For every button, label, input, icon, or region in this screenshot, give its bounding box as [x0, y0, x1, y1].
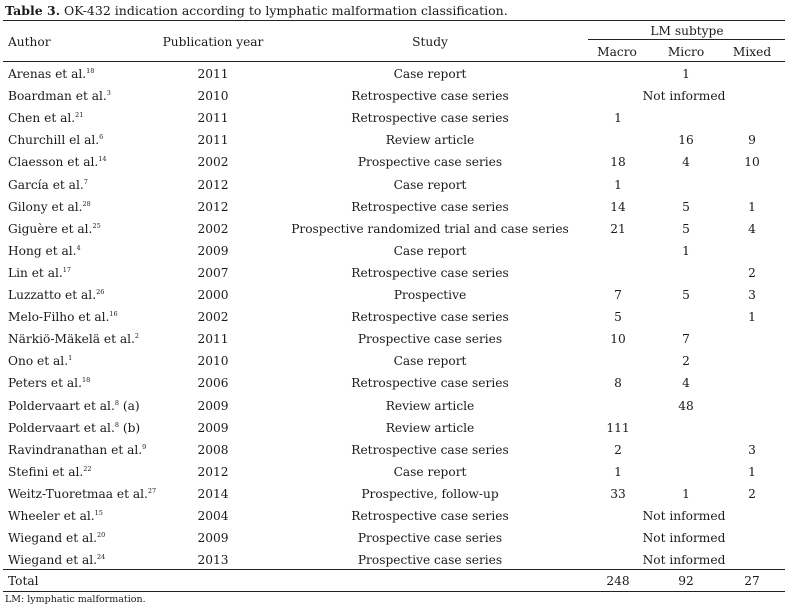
study-cell: Retrospective case series	[351, 376, 509, 391]
micro-cell: 1	[682, 486, 690, 501]
micro-cell: 16	[678, 133, 694, 148]
author-name: Närkiö-Mäkelä et al.	[8, 332, 135, 347]
year-cell: 2011	[197, 332, 229, 347]
author-name: Stefini et al.	[8, 464, 84, 479]
author-name: Hong et al.	[8, 243, 77, 258]
author-name: Peters et al.	[8, 376, 82, 391]
macro-cell: 21	[610, 221, 626, 236]
header-author: Author	[8, 35, 51, 49]
reference-number: 8	[114, 420, 119, 429]
total-rule	[3, 569, 785, 570]
reference-number: 18	[86, 67, 95, 75]
author-name: Giguère et al.	[8, 221, 93, 236]
year-cell: 2007	[197, 265, 229, 280]
author-cell	[8, 154, 107, 170]
author-cell	[8, 530, 105, 546]
year-cell: 2013	[197, 553, 229, 568]
study-cell: Case report	[393, 243, 467, 258]
author-cell	[8, 177, 88, 193]
study-cell: Retrospective case series	[351, 509, 509, 523]
reference-number: 25	[92, 221, 101, 230]
study-cell: Prospective case series	[357, 531, 503, 546]
year-cell: 2002	[197, 155, 229, 170]
year-cell: 2011	[197, 67, 229, 81]
macro-cell: 33	[610, 486, 626, 501]
total-micro: 92	[678, 574, 694, 588]
author-cell	[8, 265, 71, 281]
macro-cell: 111	[606, 420, 630, 435]
study-cell: Prospective	[393, 288, 467, 302]
header-year: Publication year	[162, 35, 264, 49]
year-cell: 2014	[197, 486, 229, 501]
author-cell	[8, 243, 81, 259]
note-cell: Not informed	[642, 553, 726, 568]
mixed-cell: 4	[748, 221, 756, 236]
author-name: Wheeler et al.	[8, 509, 95, 523]
note-cell: Not informed	[642, 89, 726, 104]
table-label: Table 3.	[5, 3, 61, 18]
total-label: Total	[8, 574, 39, 588]
subtype-rule	[588, 39, 785, 40]
study-cell: Case report	[393, 464, 467, 479]
micro-cell: 5	[682, 288, 690, 302]
year-cell: 2012	[197, 464, 229, 479]
author-cell	[8, 353, 72, 369]
header-study: Study	[412, 35, 448, 49]
study-cell: Review article	[385, 420, 475, 435]
year-cell: 2006	[197, 376, 229, 391]
study-cell: Retrospective case series	[351, 265, 509, 280]
study-cell: Prospective, follow-up	[361, 486, 499, 501]
reference-number: 8	[114, 398, 119, 407]
total-mixed: 27	[744, 574, 760, 588]
reference-number: 2	[134, 332, 140, 341]
mixed-cell: 10	[744, 155, 760, 170]
study-cell: Prospective case series	[357, 553, 503, 568]
reference-number: 7	[83, 177, 88, 186]
micro-cell: 7	[682, 332, 690, 347]
author-name: García et al.	[8, 177, 84, 192]
author-cell	[8, 331, 139, 347]
footnote: LM: lymphatic malformation.	[5, 594, 146, 605]
author-cell	[8, 464, 92, 480]
header-macro: Macro	[597, 45, 637, 59]
author-cell	[8, 442, 146, 458]
year-cell: 2011	[197, 133, 229, 148]
micro-cell: 1	[682, 243, 690, 258]
micro-cell: 4	[682, 376, 690, 391]
author-name: Ono et al.	[8, 354, 69, 369]
author-cell	[8, 66, 94, 82]
author-cell	[8, 375, 90, 391]
author-name: Poldervaart et al.	[8, 420, 115, 435]
author-cell	[8, 486, 156, 502]
author-name: Churchill el al.	[8, 133, 100, 148]
author-name: Weitz-Tuoretmaa et al.	[8, 486, 148, 501]
study-cell: Review article	[385, 133, 475, 148]
year-cell: 2008	[197, 442, 229, 457]
reference-number: 22	[83, 464, 92, 473]
reference-number: 18	[81, 376, 91, 385]
bottom-rule	[3, 591, 785, 592]
year-cell: 2009	[197, 243, 229, 258]
author-cell	[8, 309, 118, 325]
macro-cell: 10	[610, 332, 626, 347]
year-cell: 2010	[197, 89, 229, 104]
year-cell: 2002	[197, 310, 229, 325]
year-cell: 2011	[197, 111, 229, 126]
study-cell: Retrospective case series	[351, 199, 509, 214]
reference-number: 1	[68, 354, 73, 363]
mixed-cell: 1	[748, 464, 756, 479]
header-rule	[3, 61, 785, 62]
author-cell	[8, 199, 91, 215]
reference-number: 3	[106, 89, 111, 98]
mixed-cell: 9	[748, 133, 756, 148]
study-cell: Case report	[393, 177, 467, 192]
study-cell: Prospective case series	[357, 332, 503, 347]
study-cell: Prospective randomized trial and case series	[291, 221, 569, 236]
author-suffix: (b)	[118, 420, 141, 435]
year-cell: 2004	[197, 509, 229, 523]
author-name: Lin et al.	[8, 265, 63, 280]
study-cell: Retrospective case series	[351, 111, 509, 126]
author-name: Boardman et al.	[8, 89, 107, 104]
reference-number: 17	[62, 265, 72, 274]
mixed-cell: 2	[748, 486, 756, 501]
study-cell: Retrospective case series	[351, 310, 509, 325]
micro-cell: 4	[682, 155, 690, 170]
caption-text: OK-432 indication according to lymphatic malformation classification.	[60, 3, 508, 18]
mixed-cell: 1	[748, 310, 756, 325]
year-cell: 2009	[197, 531, 229, 546]
top-rule	[3, 20, 785, 21]
study-cell: Prospective case series	[357, 155, 503, 170]
macro-cell: 2	[614, 442, 622, 457]
author-name: Chen et al.	[8, 111, 76, 126]
macro-cell: 18	[610, 155, 626, 170]
macro-cell: 5	[614, 310, 622, 325]
year-cell: 2009	[197, 420, 229, 435]
year-cell: 2009	[197, 398, 229, 413]
author-cell	[8, 287, 104, 303]
macro-cell: 1	[614, 111, 622, 126]
author-cell	[8, 221, 101, 237]
year-cell: 2000	[197, 288, 229, 302]
author-name: Claesson et al.	[8, 155, 99, 170]
reference-number: 26	[96, 288, 105, 296]
study-cell: Case report	[393, 354, 467, 369]
year-cell: 2012	[197, 177, 229, 192]
macro-cell: 1	[614, 177, 622, 192]
author-name: Melo-Filho et al.	[8, 310, 110, 325]
reference-number: 24	[97, 553, 106, 562]
reference-number: 28	[82, 199, 91, 208]
author-cell	[8, 132, 103, 148]
reference-number: 16	[109, 310, 118, 319]
author-cell	[8, 398, 140, 414]
macro-cell: 14	[610, 199, 626, 214]
author-name: Gilony et al.	[8, 199, 83, 214]
study-cell: Review article	[385, 398, 475, 413]
macro-cell: 8	[614, 376, 622, 391]
mixed-cell: 2	[748, 265, 756, 280]
study-cell: Retrospective case series	[351, 442, 509, 457]
header-micro: Micro	[667, 45, 705, 59]
reference-number: 9	[142, 442, 147, 451]
reference-number: 6	[99, 133, 104, 142]
reference-number: 20	[97, 531, 106, 540]
reference-number: 27	[147, 486, 157, 495]
author-name: Poldervaart et al.	[8, 398, 115, 413]
micro-cell: 48	[678, 398, 694, 413]
reference-number: 14	[98, 155, 107, 164]
mixed-cell: 3	[748, 442, 756, 457]
study-cell: Retrospective case series	[351, 89, 509, 104]
author-name: Wiegand et al.	[8, 553, 98, 568]
header-lm-subtype: LM subtype	[650, 24, 724, 38]
author-cell	[8, 88, 111, 104]
note-cell: Not informed	[642, 509, 726, 523]
micro-cell: 5	[682, 199, 690, 214]
micro-cell: 5	[682, 221, 690, 236]
micro-cell: 2	[682, 354, 690, 369]
macro-cell: 1	[614, 464, 622, 479]
year-cell: 2012	[197, 199, 229, 214]
table-caption	[5, 3, 508, 18]
author-suffix: (a)	[118, 398, 140, 413]
year-cell: 2002	[197, 221, 229, 236]
author-cell	[8, 420, 140, 436]
mixed-cell: 3	[748, 288, 756, 302]
macro-cell: 7	[614, 288, 622, 302]
author-name: Luzzatto et al.	[8, 288, 97, 302]
note-cell: Not informed	[642, 531, 726, 546]
author-cell	[8, 508, 103, 524]
micro-cell: 1	[682, 67, 690, 81]
header-mixed: Mixed	[732, 45, 772, 59]
total-macro: 248	[606, 574, 630, 588]
author-name: Ravindranathan et al.	[8, 442, 143, 457]
mixed-cell: 1	[748, 199, 756, 214]
year-cell: 2010	[197, 354, 229, 369]
reference-number: 15	[94, 509, 103, 517]
reference-number: 21	[75, 111, 84, 120]
reference-number: 4	[76, 243, 81, 252]
author-name: Arenas et al.	[8, 67, 87, 81]
author-cell	[8, 552, 105, 568]
author-cell	[8, 110, 83, 126]
study-cell: Case report	[393, 67, 467, 81]
author-name: Wiegand et al.	[8, 531, 98, 546]
